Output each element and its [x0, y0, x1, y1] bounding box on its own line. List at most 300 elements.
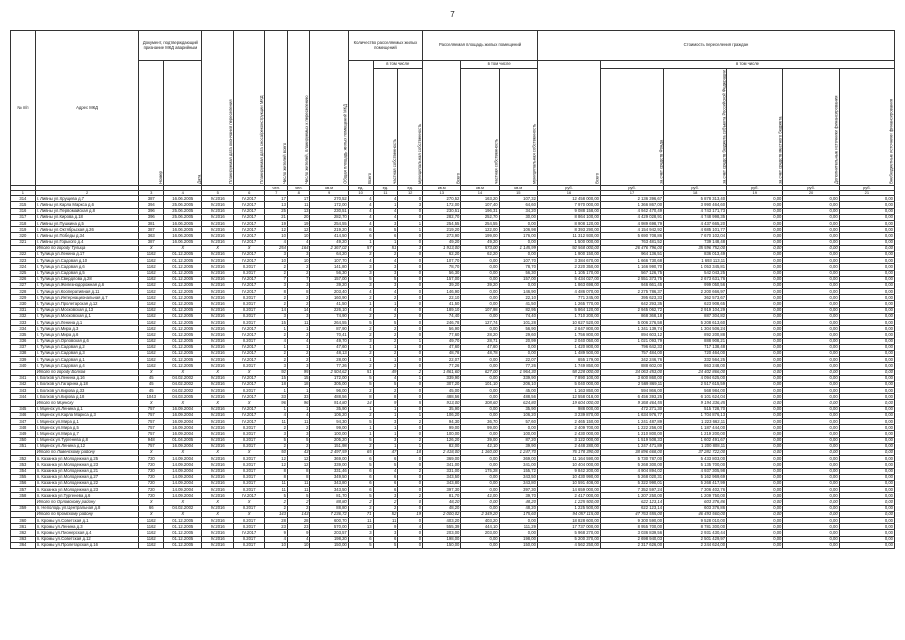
- table-cell: 573,00: [461, 245, 499, 251]
- table-cell: 0,00: [727, 499, 783, 505]
- table-cell: 0,00: [727, 462, 783, 468]
- table-cell: 57,60: [499, 419, 537, 425]
- table-cell: 6: [348, 536, 373, 542]
- table-cell: 319: [11, 227, 36, 233]
- table-cell: 126,20: [423, 437, 461, 443]
- table-cell: 172,00: [310, 375, 348, 381]
- table-cell: 92: [265, 369, 288, 375]
- table-cell: 308,60: [461, 400, 499, 406]
- table-cell: IV.2016: [202, 233, 234, 239]
- table-cell: 6: [348, 227, 373, 233]
- table-cell: 3 384 670,00: [537, 258, 600, 264]
- unit-cell: кв.м: [461, 185, 499, 190]
- table-cell: 49,70: [423, 338, 461, 344]
- table-cell: 01.12.2005: [164, 338, 202, 344]
- unit-cell: кв.м: [499, 185, 537, 190]
- table-cell: 0: [398, 196, 423, 202]
- table-cell: 2: [373, 295, 398, 301]
- table-cell: 0,00: [727, 505, 783, 511]
- table-cell: 0,00: [839, 480, 894, 486]
- table-cell: IV.2017: [233, 350, 265, 356]
- table-cell: 326: [11, 276, 36, 282]
- table-cell: 305,00: [310, 381, 348, 387]
- resettlement-table: [10, 30, 895, 549]
- table-cell: 8: [287, 474, 310, 480]
- table-cell: IV.2016: [202, 394, 234, 400]
- table-cell: 0,00: [783, 276, 839, 282]
- table-cell: 189,10: [423, 307, 461, 313]
- table-cell: 360: [11, 518, 36, 524]
- table-cell: II.2017: [233, 443, 265, 449]
- table-cell: 720: [139, 474, 164, 480]
- table-cell: 16.09.2004: [164, 419, 202, 425]
- table-cell: 0,00: [727, 394, 783, 400]
- table-cell: 106,20: [499, 412, 537, 418]
- table-cell: 0,00: [727, 338, 783, 344]
- table-cell: X: [202, 400, 234, 406]
- table-cell: II.2017: [233, 456, 265, 462]
- residents-planned-header: Число жителей, планируемых к переселению: [287, 31, 310, 186]
- table-cell: II.2017: [233, 270, 265, 276]
- table-cell: 1162: [139, 307, 164, 313]
- address-cell: г. Тулица ул.Садовая д.3: [35, 350, 139, 356]
- table-cell: 18: [287, 381, 310, 387]
- column-number-cell: 18: [664, 191, 727, 196]
- table-cell: 2 569 869,11: [601, 381, 664, 387]
- table-cell: 472 271,30: [601, 406, 664, 412]
- table-cell: 325: [11, 270, 36, 276]
- table-cell: 36,70: [461, 419, 499, 425]
- table-cell: 0: [398, 282, 423, 288]
- table-cell: 7: [287, 276, 310, 282]
- table-cell: 542 043,25: [664, 270, 727, 276]
- column-number-cell: 6: [233, 191, 265, 196]
- table-cell: 7 306 402,76: [664, 487, 727, 493]
- table-cell: 2: [398, 468, 423, 474]
- table-cell: 107,98: [461, 307, 499, 313]
- table-cell: 14.09.2004: [164, 493, 202, 499]
- row-number-header: № п/п: [11, 31, 36, 186]
- table-cell: 1162: [139, 289, 164, 295]
- table-cell: 87,90: [310, 326, 348, 332]
- table-cell: 349,50: [310, 474, 348, 480]
- table-cell: 1: [287, 344, 310, 350]
- table-cell: 3: [398, 202, 423, 208]
- table-cell: 4: [348, 221, 373, 227]
- table-cell: 3 036 839,56: [601, 530, 664, 536]
- table-cell: 39,00: [461, 437, 499, 443]
- table-cell: 254,55: [423, 221, 461, 227]
- table-cell: 48,20: [499, 505, 537, 511]
- table-cell: 0,00: [839, 431, 894, 437]
- table-cell: 0,00: [461, 326, 499, 332]
- table-cell: 203,40: [310, 289, 348, 295]
- table-cell: 205,20: [310, 437, 348, 443]
- table-cell: 5 968 270,00: [537, 530, 600, 536]
- table-cell: 0,00: [783, 474, 839, 480]
- table-cell: 0,00: [783, 443, 839, 449]
- table-cell: 04.02.2002: [164, 381, 202, 387]
- table-cell: X: [233, 369, 265, 375]
- table-cell: 324: [11, 264, 36, 270]
- table-cell: 10 627 520,00: [537, 320, 600, 326]
- table-cell: 01.12.2005: [164, 289, 202, 295]
- table-cell: 0,00: [727, 258, 783, 264]
- table-cell: 349: [11, 431, 36, 437]
- table-cell: X: [164, 511, 202, 517]
- table-cell: 0,00: [783, 221, 839, 227]
- table-cell: 2: [265, 295, 288, 301]
- table-cell: 720: [139, 480, 164, 486]
- table-cell: II.2017: [233, 264, 265, 270]
- table-cell: 20,99: [499, 338, 537, 344]
- table-cell: IV.2016: [202, 270, 234, 276]
- address-cell: г. Мценск ул.Ленина д.12: [35, 443, 139, 449]
- address-cell: г. Ливны ул.Победы д.34: [35, 233, 139, 239]
- table-cell: 10: [265, 233, 288, 239]
- table-cell: 46 493 560,00: [664, 511, 727, 517]
- table-cell: II.2017: [233, 388, 265, 394]
- table-cell: 16.06.2005: [164, 233, 202, 239]
- table-cell: 488,56: [499, 394, 537, 400]
- table-cell: 01.12.2005: [164, 307, 202, 313]
- table-cell: 270,52: [423, 196, 461, 202]
- column-number-cell: 5: [202, 191, 234, 196]
- table-cell: 48,78: [461, 350, 499, 356]
- table-cell: 11: [373, 518, 398, 524]
- table-cell: 2: [348, 443, 373, 449]
- table-cell: 01.12.2005: [164, 524, 202, 530]
- table-cell: 314: [11, 196, 36, 202]
- table-cell: 18: [265, 381, 288, 387]
- table-cell: 3: [373, 264, 398, 270]
- table-cell: 0,00: [839, 518, 894, 524]
- table-cell: 0: [398, 258, 423, 264]
- table-cell: 99,00: [310, 425, 348, 431]
- table-cell: 172,00: [423, 202, 461, 208]
- table-cell: 2 504,62: [310, 369, 348, 375]
- table-cell: 11: [265, 480, 288, 486]
- table-cell: 0,00: [727, 493, 783, 499]
- table-cell: 2 517 615,59: [664, 381, 727, 387]
- table-cell: 1 247,70: [499, 449, 537, 455]
- table-cell: 0,00: [839, 264, 894, 270]
- table-cell: 4: [348, 289, 373, 295]
- unit-cell: кв.м: [423, 185, 461, 190]
- table-cell: 0,00: [783, 282, 839, 288]
- table-cell: II.2017: [233, 524, 265, 530]
- table-cell: 396: [139, 208, 164, 214]
- table-cell: 0,00: [839, 282, 894, 288]
- column-number-cell: 10: [348, 191, 373, 196]
- table-cell: 395 623,33: [601, 295, 664, 301]
- table-cell: 0,00: [839, 227, 894, 233]
- table-cell: 964 136,51: [601, 251, 664, 257]
- table-cell: 01.12.2005: [164, 270, 202, 276]
- table-cell: 720: [139, 456, 164, 462]
- table-cell: 444,10: [461, 524, 499, 530]
- table-cell: 1162: [139, 344, 164, 350]
- table-cell: 0,00: [727, 443, 783, 449]
- table-cell: 3: [265, 282, 288, 288]
- table-cell: 1: [348, 406, 373, 412]
- table-cell: 7 670 102,04: [664, 233, 727, 239]
- table-cell: 0: [398, 536, 423, 542]
- table-cell: 397,30: [499, 487, 537, 493]
- area-total-header: Всего: [423, 61, 461, 186]
- table-cell: 4: [373, 289, 398, 295]
- table-cell: 2: [265, 301, 288, 307]
- table-cell: 5: [348, 375, 373, 381]
- table-cell: 56,30: [423, 270, 461, 276]
- table-cell: 3 239 870,00: [537, 412, 600, 418]
- table-cell: 0,00: [461, 394, 499, 400]
- table-cell: 107,32: [499, 196, 537, 202]
- table-cell: 8: [265, 289, 288, 295]
- table-cell: 25.06.2005: [164, 202, 202, 208]
- column-number-cell: 1: [11, 191, 36, 196]
- table-cell: IV.2017: [233, 276, 265, 282]
- table-cell: 9 528 010,00: [664, 518, 727, 524]
- table-cell: 2 430 000,00: [537, 431, 600, 437]
- table-cell: 0: [398, 381, 423, 387]
- table-cell: 720 464,00: [664, 350, 727, 356]
- table-cell: 355: [11, 474, 36, 480]
- table-cell: 42,10: [461, 443, 499, 449]
- table-cell: 0,00: [839, 425, 894, 431]
- table-cell: 0: [398, 344, 423, 350]
- table-cell: 11: [348, 518, 373, 524]
- table-cell: 3: [373, 493, 398, 499]
- unit-cell: чел.: [287, 185, 310, 190]
- table-cell: 2 275 786,37: [601, 289, 664, 295]
- table-cell: 0,00: [783, 214, 839, 220]
- table-cell: 0,00: [839, 270, 894, 276]
- address-cell: г. Тулица ул.Ленина д.1: [35, 320, 139, 326]
- table-cell: 2: [348, 505, 373, 511]
- table-cell: 2: [265, 264, 288, 270]
- table-cell: 0,00: [839, 412, 894, 418]
- table-cell: 2 317 626,00: [601, 542, 664, 548]
- address-cell: г. Мценск ул.Тургенева д.8: [35, 437, 139, 443]
- table-cell: 203,00: [423, 530, 461, 536]
- table-cell: 343,80: [499, 480, 537, 486]
- table-cell: 163,20: [461, 196, 499, 202]
- table-cell: 331: [11, 307, 36, 313]
- table-cell: 5: [398, 400, 423, 406]
- table-cell: IV.2017: [233, 493, 265, 499]
- table-cell: 0: [398, 239, 423, 245]
- table-cell: 28,00: [310, 357, 348, 363]
- table-cell: 5 006 276,58: [601, 320, 664, 326]
- table-cell: 39,70: [499, 493, 537, 499]
- table-cell: 364: [11, 542, 36, 548]
- table-cell: 1 913,00: [423, 245, 461, 251]
- table-cell: IV.2016: [202, 456, 234, 462]
- table-cell: 100,00: [499, 431, 537, 437]
- address-cell: г. Тулица ул.Пролетарская д.12: [35, 301, 139, 307]
- table-cell: IV.2016: [202, 388, 234, 394]
- address-cell: г. Тулица ул.Железнодорожная д.6: [35, 282, 139, 288]
- address-cell: г. Тулица ул.Орловская д.6: [35, 338, 139, 344]
- table-cell: 41,50: [310, 301, 348, 307]
- table-cell: 0,00: [783, 258, 839, 264]
- table-cell: IV.2016: [202, 313, 234, 319]
- cost-local-header: за счет средств местного бюджета: [727, 69, 783, 186]
- table-cell: 4 942 470,49: [601, 208, 664, 214]
- table-cell: 45: [139, 388, 164, 394]
- table-cell: 369,00: [310, 456, 348, 462]
- address-cell: г. Тулица ул.Мира д.3: [35, 326, 139, 332]
- table-cell: 0,00: [783, 542, 839, 548]
- table-cell: 25.06.2005: [164, 214, 202, 220]
- table-cell: 150,00: [423, 542, 461, 548]
- table-cell: IV.2016: [202, 487, 234, 493]
- table-cell: 352: [11, 456, 36, 462]
- table-cell: 568 984,00: [664, 388, 727, 394]
- table-cell: IV.2016: [202, 196, 234, 202]
- column-number-cell: 3: [139, 191, 164, 196]
- table-cell: 1162: [139, 350, 164, 356]
- table-cell: 0: [398, 326, 423, 332]
- table-cell: 988 000,00: [537, 406, 600, 412]
- address-cell: г. Ливны ул.Пушкина д.5: [35, 221, 139, 227]
- table-cell: IV.2017: [233, 227, 265, 233]
- table-cell: 5 135 700,00: [664, 462, 727, 468]
- table-cell: 0,00: [783, 449, 839, 455]
- table-cell: X: [164, 400, 202, 406]
- table-cell: 0,00: [783, 363, 839, 369]
- table-cell: 0,00: [783, 456, 839, 462]
- table-cell: 0,00: [727, 419, 783, 425]
- table-cell: 1 021 093,79: [601, 338, 664, 344]
- table-cell: 5 162 969,69: [664, 474, 727, 480]
- table-cell: 2 945 062,72: [601, 307, 664, 313]
- count-incl-header: в том числе: [373, 61, 423, 69]
- table-cell: 1162: [139, 332, 164, 338]
- address-cell: г. Болхов ул.Кирова д.18: [35, 394, 139, 400]
- table-cell: 19: [398, 511, 423, 517]
- table-cell: 0,00: [839, 388, 894, 394]
- table-cell: 0,00: [461, 480, 499, 486]
- table-cell: 0,00: [727, 406, 783, 412]
- table-cell: 26 476 796,00: [601, 245, 664, 251]
- table-cell: 0,00: [461, 412, 499, 418]
- table-cell: 28: [287, 518, 310, 524]
- table-cell: 335: [11, 332, 36, 338]
- table-cell: 343,50: [499, 474, 537, 480]
- table-cell: 3: [265, 363, 288, 369]
- table-cell: 2: [265, 357, 288, 363]
- table-cell: IV.2017: [233, 375, 265, 381]
- table-cell: 43: [287, 449, 310, 455]
- table-cell: 0: [398, 425, 423, 431]
- table-cell: 21: [265, 214, 288, 220]
- table-cell: 264,55: [310, 320, 348, 326]
- table-cell: 111,29: [499, 524, 537, 530]
- table-cell: 2 367,02: [310, 245, 348, 251]
- cost-region-header: за счет средств бюджета субъекта Российской Федерации: [664, 69, 727, 186]
- table-cell: 1 187 444,00: [664, 425, 727, 431]
- table-cell: IV.2016: [202, 505, 234, 511]
- table-cell: 0,00: [783, 326, 839, 332]
- table-cell: 0,00: [839, 326, 894, 332]
- table-cell: 0,00: [727, 369, 783, 375]
- address-cell: г. Ливны ул.Первомайская д.8: [35, 208, 139, 214]
- table-cell: 101,28: [499, 320, 537, 326]
- table-cell: 62,20: [461, 251, 499, 257]
- table-cell: 2: [373, 332, 398, 338]
- table-cell: 0: [398, 270, 423, 276]
- table-cell: 65: [348, 449, 373, 455]
- table-cell: 2: [348, 313, 373, 319]
- table-cell: 82,95: [499, 307, 537, 313]
- table-cell: 9: [373, 400, 398, 406]
- table-cell: 4: [348, 196, 373, 202]
- table-cell: 0,00: [839, 202, 894, 208]
- table-cell: 56,30: [310, 270, 348, 276]
- table-cell: 0,00: [461, 505, 499, 511]
- table-cell: 0: [398, 394, 423, 400]
- table-cell: 0,00: [783, 530, 839, 536]
- table-cell: 720: [139, 487, 164, 493]
- table-cell: 3: [287, 313, 310, 319]
- table-cell: 01.12.2005: [164, 301, 202, 307]
- table-cell: 2: [373, 499, 398, 505]
- address-cell: г. Болхов ул.Ленина д.16: [35, 375, 139, 381]
- address-cell: г. Ливны ул.Карла Маркса д.6: [35, 202, 139, 208]
- table-cell: 0,00: [783, 425, 839, 431]
- table-cell: 14: [348, 400, 373, 406]
- table-cell: 196,31: [461, 208, 499, 214]
- table-cell: 387: [139, 239, 164, 245]
- table-cell: 757: [139, 425, 164, 431]
- table-cell: 2: [287, 505, 310, 511]
- table-cell: 346: [11, 412, 36, 418]
- table-cell: 16.06.2005: [164, 196, 202, 202]
- table-cell: 6: [348, 487, 373, 493]
- column-number-cell: 20: [783, 191, 839, 196]
- table-cell: 8: [287, 468, 310, 474]
- table-cell: 0,00: [839, 245, 894, 251]
- table-cell: 363: [139, 233, 164, 239]
- table-cell: 1 704 876,13: [664, 412, 727, 418]
- table-cell: 8 781 300,00: [664, 524, 727, 530]
- table-cell: 999 050,56: [664, 282, 727, 288]
- table-cell: 343: [11, 388, 36, 394]
- table-cell: 2: [287, 499, 310, 505]
- table-cell: 5 208 613,60: [664, 320, 727, 326]
- table-cell: 11 164 590,00: [537, 456, 600, 462]
- table-cell: X: [202, 511, 234, 517]
- table-cell: 9: [287, 530, 310, 536]
- table-cell: IV.2016: [202, 289, 234, 295]
- table-cell: 1 964,30: [499, 369, 537, 375]
- table-cell: IV.2016: [202, 344, 234, 350]
- address-cell: п. Кромы ул.Ленина д.3: [35, 524, 139, 530]
- table-cell: 45,00: [423, 388, 461, 394]
- table-cell: 2: [265, 270, 288, 276]
- table-cell: 0,00: [783, 499, 839, 505]
- table-cell: IV.2017: [233, 196, 265, 202]
- table-cell: 0,00: [499, 251, 537, 257]
- table-cell: 1 225 500,00: [537, 499, 600, 505]
- table-cell: 8: [265, 474, 288, 480]
- table-cell: 4 743 171,73: [664, 208, 727, 214]
- table-cell: IV.2016: [202, 480, 234, 486]
- table-cell: 0,00: [461, 542, 499, 548]
- table-cell: 369,00: [423, 456, 461, 462]
